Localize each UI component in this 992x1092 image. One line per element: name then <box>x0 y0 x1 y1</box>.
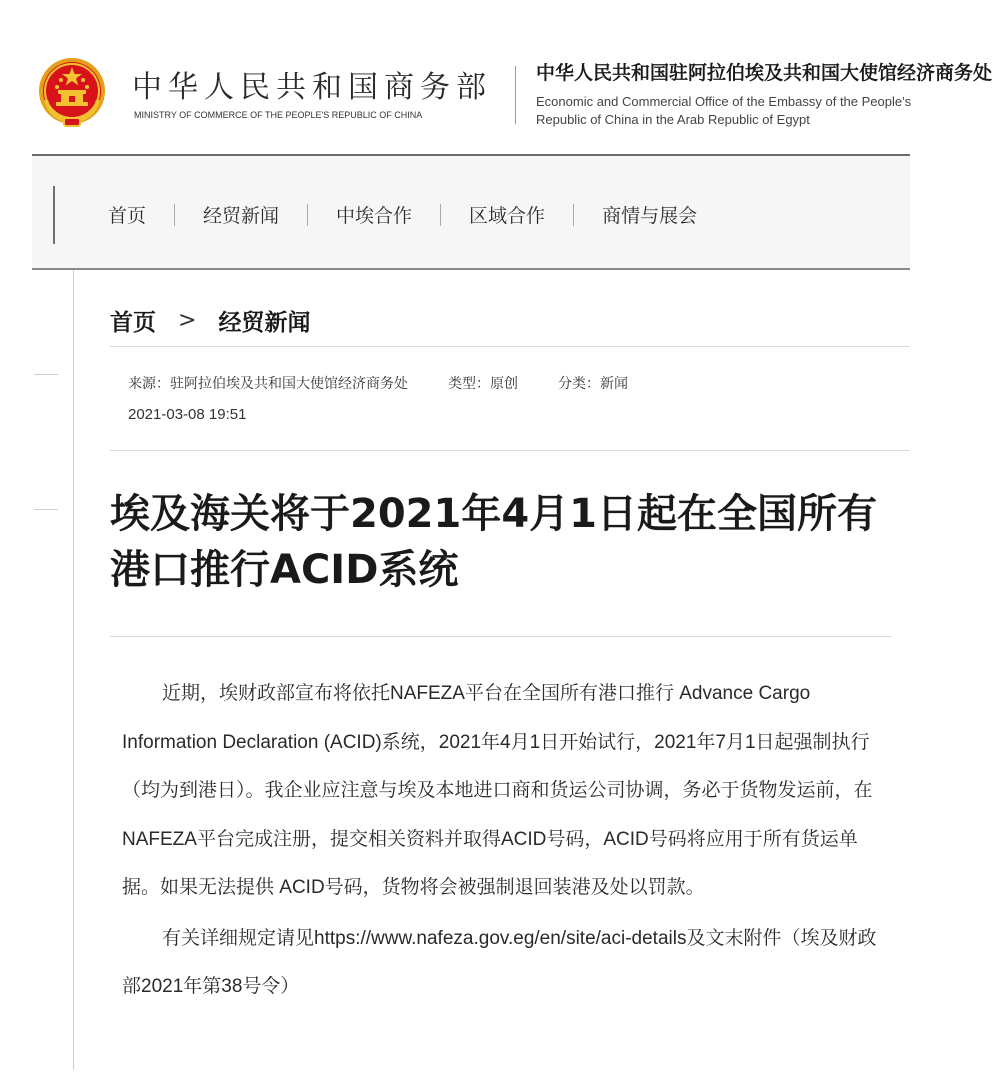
nav-item-business-exhibitions[interactable]: 商情与展会 <box>602 205 698 227</box>
nav-item-trade-news[interactable]: 经贸新闻 <box>203 205 280 227</box>
breadcrumb-home-link[interactable]: 首页 <box>110 310 156 336</box>
article-body <box>122 670 888 1012</box>
ministry-name-cn: 中华人民共和国商务部 <box>132 70 492 105</box>
nav-left-line <box>53 186 55 244</box>
national-emblem-icon <box>36 56 108 130</box>
nav-separator <box>573 204 574 226</box>
nav-item-china-egypt-cooperation[interactable]: 中埃合作 <box>336 205 413 227</box>
meta-rule <box>110 450 910 451</box>
article-paragraph: 近期，埃财政部宣布将依托NAFEZA平台在全国所有港口推行 Advance Cargo Information Declaration (ACID)系统，2021年4月1日开始试行，2021年7月1日起强制执行（均为到港日）。我企业应注意与埃及本地进口商和货运公司协调，务必于货物发运前，在NAFEZA平台完成注册，提交相关资料并取得ACID号码，ACID号码将应用于所有货运单据。如果无法提供 ACID号码，货物将会被强制退回装港及处以罚款。 <box>122 683 873 898</box>
title-rule <box>110 636 892 637</box>
nav-item-home[interactable]: 首页 <box>108 205 147 227</box>
article-date: 2021-03-08 19:51 <box>128 406 247 423</box>
main-nav <box>108 201 697 228</box>
breadcrumb-rule <box>110 346 910 347</box>
article-category: 分类：新闻 <box>558 376 628 392</box>
article-source: 来源：驻阿拉伯埃及共和国大使馆经济商务处 <box>128 376 408 392</box>
nav-separator <box>440 204 441 226</box>
header-divider <box>515 66 516 124</box>
breadcrumb <box>110 304 310 337</box>
article-title: 埃及海关将于2021年4月1日起在全国所有港口推行ACID系统 <box>110 491 877 593</box>
sidebar-divider <box>73 270 74 1070</box>
sidebar-tick <box>34 509 58 510</box>
article-meta <box>128 373 628 393</box>
chevron-right-icon: > <box>178 308 197 333</box>
office-name-cn: 中华人民共和国驻阿拉伯埃及共和国大使馆经济商务处 <box>536 62 992 84</box>
nav-separator <box>307 204 308 226</box>
breadcrumb-current-link[interactable]: 经贸新闻 <box>218 310 311 336</box>
article-paragraph: 有关详细规定请见https://www.nafeza.gov.eg/en/site/aci-details及文末附件（埃及财政部2021年第38号令） <box>122 927 877 997</box>
nav-rule <box>32 268 910 270</box>
nav-separator <box>174 204 175 226</box>
article-type: 类型：原创 <box>448 376 518 392</box>
nav-item-regional-cooperation[interactable]: 区域合作 <box>469 205 546 227</box>
sidebar-tick <box>34 374 58 375</box>
office-name-en: Economic and Commercial Office of the Embassy of the People's Republic of China in the Arab Republic of Egypt <box>536 94 912 127</box>
ministry-name-en: MINISTRY OF COMMERCE OF THE PEOPLE'S REPUBLIC OF CHINA <box>134 110 423 120</box>
